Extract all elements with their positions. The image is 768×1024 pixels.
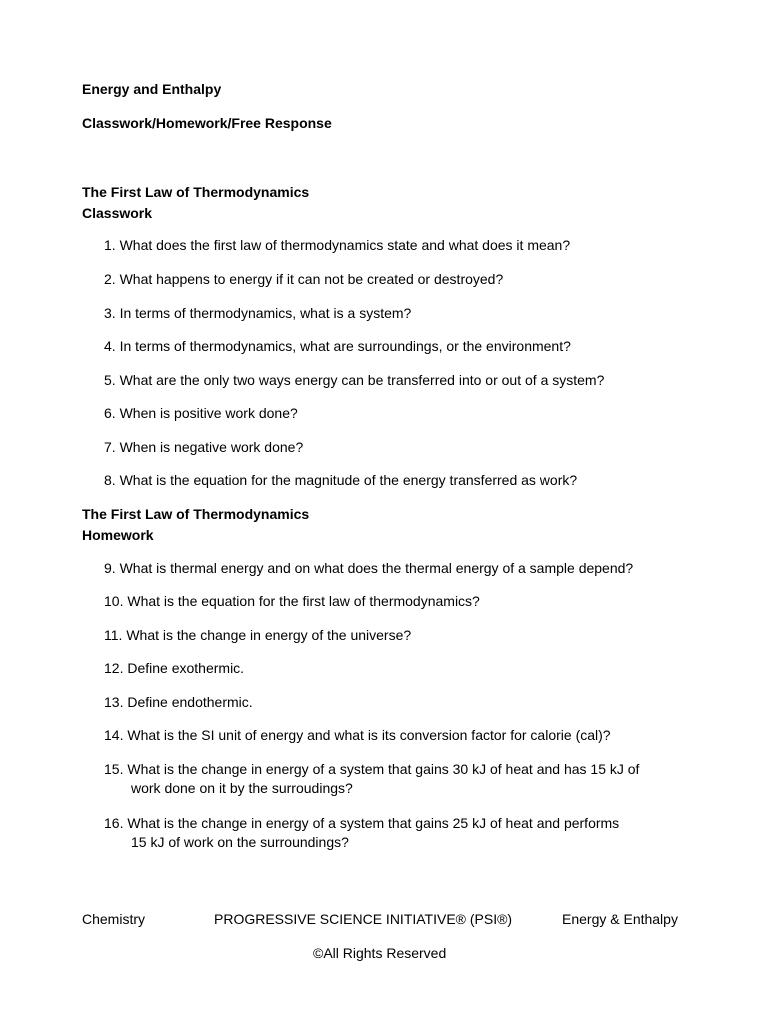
question-14: 14. What is the SI unit of energy and what is its conversion factor for calorie (cal)?: [104, 727, 611, 743]
question-4: 4. In terms of thermodynamics, what are surroundings, or the environment?: [104, 338, 571, 354]
question-16: [104, 815, 619, 851]
question-10: 10. What is the equation for the first law of thermodynamics?: [104, 593, 480, 609]
question-7: 7. When is negative work done?: [104, 439, 304, 455]
footer-publisher: PROGRESSIVE SCIENCE INITIATIVE® (PSI®): [214, 911, 513, 927]
question-16-line-2: 15 kJ of work on the surroundings?: [131, 833, 349, 850]
question-2: 2. What happens to energy if it can not be created or destroyed?: [104, 271, 504, 287]
question-9: 9. What is thermal energy and on what does the thermal energy of a sample depend?: [104, 560, 634, 576]
footer-copyright: ©All Rights Reserved: [313, 945, 447, 961]
question-16-line-1: 16. What is the change in energy of a system that gains 25 kJ of heat and performs: [104, 815, 620, 831]
section-heading-homework: The First Law of Thermodynamics: [82, 506, 310, 522]
question-15: [104, 761, 639, 797]
question-1: 1. What does the first law of thermodynamics state and what does it mean?: [104, 237, 571, 253]
question-12: 12. Define exothermic.: [104, 660, 245, 676]
section-heading-classwork: The First Law of Thermodynamics: [82, 184, 310, 200]
question-15-line-1: 15. What is the change in energy of a system that gains 30 kJ of heat and has 15 kJ of: [104, 761, 640, 777]
question-11: 11. What is the change in energy of the universe?: [104, 627, 412, 643]
footer-subject: Chemistry: [82, 911, 146, 927]
question-3: 3. In terms of thermodynamics, what is a system?: [104, 305, 412, 321]
section-subheading-classwork: Classwork: [82, 205, 153, 221]
question-13: 13. Define endothermic.: [104, 694, 253, 710]
footer-unit: Energy & Enthalpy: [562, 911, 678, 927]
question-15-line-2: work done on it by the surroudings?: [131, 779, 353, 796]
document-subtitle: Classwork/Homework/Free Response: [82, 115, 332, 131]
question-8: 8. What is the equation for the magnitude of the energy transferred as work?: [104, 472, 578, 488]
section-subheading-homework: Homework: [82, 527, 154, 543]
question-6: 6. When is positive work done?: [104, 405, 298, 421]
question-5: 5. What are the only two ways energy can be transferred into or out of a system?: [104, 372, 605, 388]
document-title: Energy and Enthalpy: [82, 81, 222, 97]
